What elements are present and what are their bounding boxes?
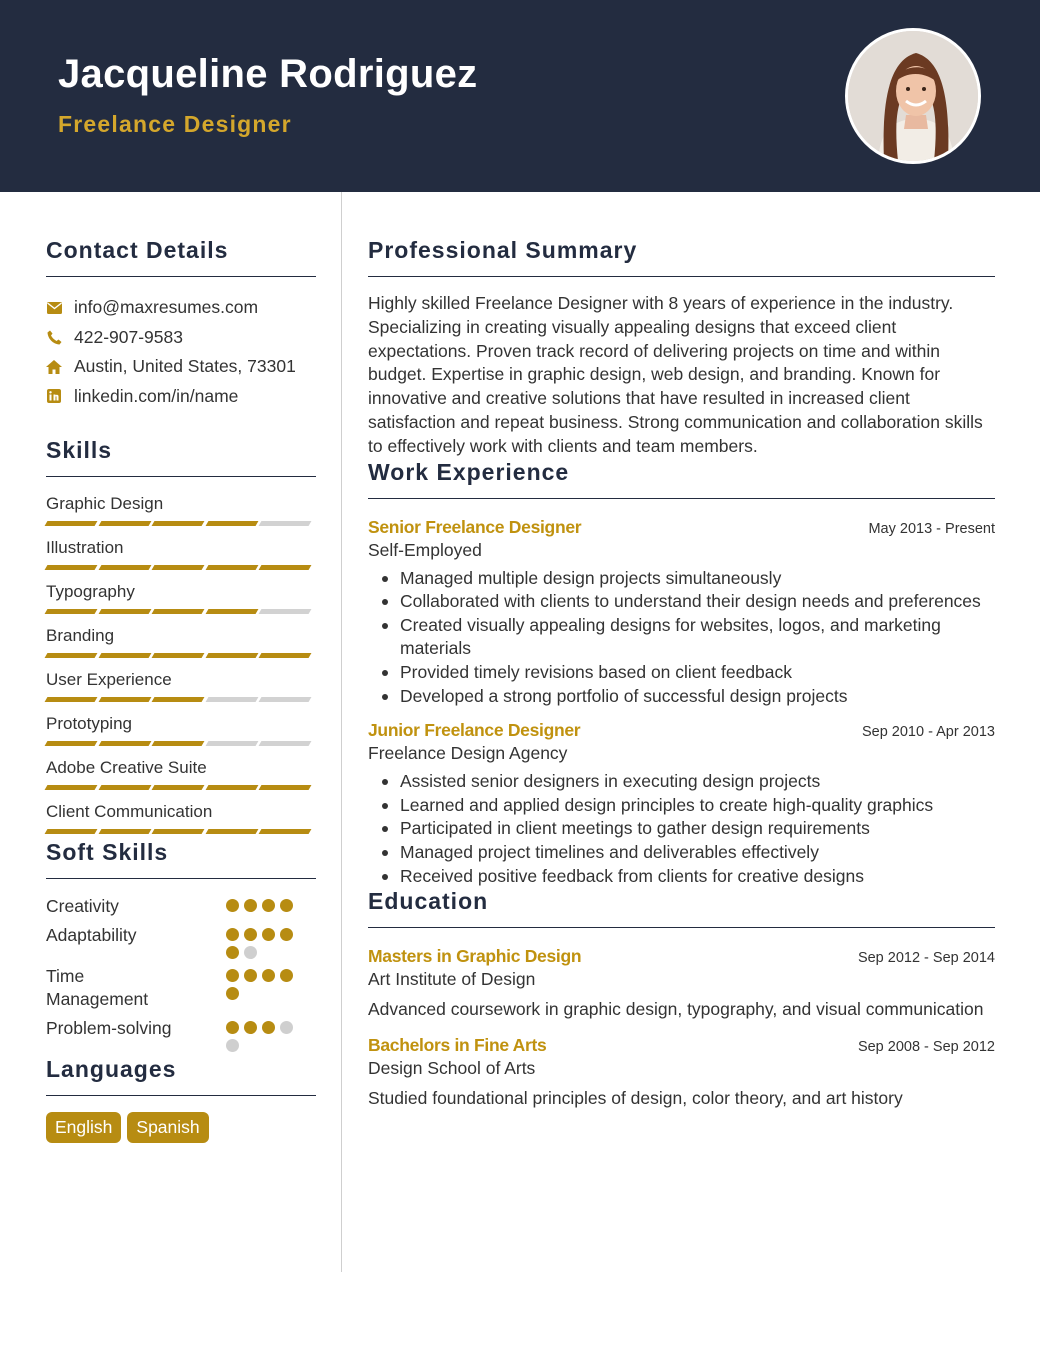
contact-linkedin[interactable]	[46, 382, 316, 412]
portrait-illustration	[848, 31, 981, 164]
skill-item	[46, 625, 316, 658]
column-divider	[341, 192, 342, 1272]
rating-dot-filled	[244, 899, 257, 912]
skill-rating-bar	[46, 741, 316, 746]
skill-label: Graphic Design	[46, 494, 164, 513]
contact-section	[46, 237, 316, 411]
soft-skill-rating-dots	[226, 895, 306, 912]
rating-segment-filled	[98, 741, 150, 746]
rating-segment-filled	[205, 609, 257, 614]
contact-list	[46, 293, 316, 411]
rating-dot-empty	[244, 946, 257, 959]
soft-skill-item	[46, 924, 316, 959]
skill-item	[46, 669, 316, 702]
list-item: Managed multiple design projects simultaneously	[368, 567, 995, 591]
soft-skill-item	[46, 895, 316, 918]
skill-item	[46, 581, 316, 614]
soft-skills-heading: Soft Skills	[46, 839, 316, 879]
rating-dot-filled	[262, 1021, 275, 1034]
skill-label: Typography	[46, 582, 135, 601]
contact-phone[interactable]	[46, 323, 316, 353]
rating-dot-filled	[226, 969, 239, 982]
rating-segment-filled	[259, 653, 311, 658]
profile-photo	[845, 28, 981, 164]
rating-dot-filled	[226, 928, 239, 941]
skill-rating-bar	[46, 521, 316, 526]
education-description: Studied foundational principles of design, color theory, and art history	[368, 1088, 903, 1109]
soft-skill-label: Creativity	[46, 896, 119, 916]
rating-segment-filled	[259, 785, 311, 790]
skill-rating-bar	[46, 785, 316, 790]
rating-segment-filled	[98, 785, 150, 790]
contact-phone-text: 422-907-9583	[74, 326, 183, 347]
rating-dot-empty	[280, 1021, 293, 1034]
rating-dot-filled	[226, 987, 239, 1000]
rating-segment-filled	[152, 785, 204, 790]
soft-skill-label: Problem-solving	[46, 1018, 172, 1038]
education-dates: Sep 2008 - Sep 2012	[857, 1039, 995, 1056]
soft-skill-rating-dots	[226, 924, 306, 959]
soft-skill-rating-dots	[226, 1017, 306, 1052]
right-column	[368, 192, 995, 1110]
rating-dot-filled	[262, 899, 275, 912]
experience-heading: Work Experience	[368, 459, 995, 499]
skill-item	[46, 801, 316, 834]
soft-skills-list	[46, 895, 316, 1052]
job-company: Freelance Design Agency	[368, 743, 568, 764]
rating-dot-filled	[226, 1021, 239, 1034]
rating-dot-filled	[280, 928, 293, 941]
contact-heading: Contact Details	[46, 237, 316, 277]
contact-address-text: Austin, United States, 73301	[74, 356, 296, 377]
rating-segment-filled	[45, 565, 97, 570]
left-column	[46, 192, 316, 1143]
rating-segment-filled	[259, 829, 311, 834]
rating-segment-empty	[259, 741, 311, 746]
rating-segment-empty	[205, 741, 257, 746]
skill-rating-bar	[46, 829, 316, 834]
rating-segment-filled	[152, 609, 204, 614]
skill-label: Illustration	[46, 538, 124, 557]
rating-segment-filled	[98, 653, 150, 658]
school-name: Design School of Arts	[368, 1058, 536, 1079]
skill-rating-bar	[46, 697, 316, 702]
skill-rating-bar	[46, 609, 316, 614]
education-entry	[368, 946, 995, 1021]
soft-skill-item	[46, 1017, 316, 1052]
summary-section	[368, 237, 995, 459]
rating-segment-filled	[205, 565, 257, 570]
rating-dot-filled	[280, 969, 293, 982]
rating-segment-filled	[152, 653, 204, 658]
rating-dot-filled	[226, 899, 239, 912]
rating-dot-filled	[262, 969, 275, 982]
rating-segment-filled	[205, 785, 257, 790]
skill-item	[46, 537, 316, 570]
education-dates: Sep 2012 - Sep 2014	[857, 950, 995, 967]
skill-item	[46, 757, 316, 790]
skills-list	[46, 493, 316, 834]
rating-segment-filled	[98, 829, 150, 834]
language-badge: English	[46, 1112, 121, 1143]
list-item: Assisted senior designers in executing design projects	[368, 770, 995, 794]
rating-segment-empty	[259, 521, 311, 526]
home-icon	[46, 359, 62, 375]
soft-skills-section	[46, 839, 316, 1052]
candidate-name: Jacqueline Rodriguez	[58, 52, 478, 96]
skills-section	[46, 437, 316, 834]
rating-segment-empty	[205, 697, 257, 702]
job-entry	[368, 517, 995, 709]
list-item: Created visually appealing designs for websites, logos, and marketing materials	[368, 614, 995, 661]
job-dates: May 2013 - Present	[868, 520, 995, 537]
rating-segment-filled	[152, 565, 204, 570]
rating-segment-filled	[152, 521, 204, 526]
soft-skill-item	[46, 965, 316, 1011]
list-item: Managed project timelines and deliverables effectively	[368, 841, 995, 865]
rating-dot-filled	[244, 928, 257, 941]
soft-skill-label: Time Management	[46, 966, 149, 1009]
degree-title: Bachelors in Fine Arts	[368, 1035, 547, 1056]
rating-segment-filled	[259, 565, 311, 570]
contact-email[interactable]	[46, 293, 316, 323]
list-item: Developed a strong portfolio of successful design projects	[368, 685, 995, 709]
rating-segment-filled	[45, 521, 97, 526]
skill-item	[46, 493, 316, 526]
list-item: Collaborated with clients to understand their design needs and preferences	[368, 590, 995, 614]
job-title: Junior Freelance Designer	[368, 720, 581, 741]
experience-section	[368, 459, 995, 889]
job-title: Senior Freelance Designer	[368, 516, 582, 537]
rating-segment-filled	[152, 697, 204, 702]
rating-segment-filled	[45, 653, 97, 658]
linkedin-icon	[46, 388, 62, 404]
list-item: Provided timely revisions based on client feedback	[368, 661, 995, 685]
education-entry	[368, 1035, 995, 1110]
contact-email-text: info@maxresumes.com	[74, 297, 259, 318]
rating-segment-filled	[45, 609, 97, 614]
rating-segment-empty	[259, 609, 311, 614]
rating-segment-filled	[205, 653, 257, 658]
envelope-icon	[46, 300, 62, 316]
degree-title: Masters in Graphic Design	[368, 946, 582, 967]
rating-segment-filled	[205, 521, 257, 526]
contact-linkedin-text: linkedin.com/in/name	[74, 385, 239, 406]
summary-heading: Professional Summary	[368, 237, 995, 277]
rating-segment-filled	[45, 741, 97, 746]
rating-segment-filled	[98, 609, 150, 614]
languages-heading: Languages	[46, 1056, 316, 1096]
phone-icon	[46, 329, 62, 345]
soft-skill-rating-dots	[226, 965, 306, 1000]
skill-rating-bar	[46, 653, 316, 658]
rating-dot-filled	[244, 1021, 257, 1034]
list-item: Learned and applied design principles to create high-quality graphics	[368, 794, 995, 818]
soft-skill-label: Adaptability	[46, 925, 137, 945]
rating-segment-filled	[205, 829, 257, 834]
rating-dot-filled	[226, 946, 239, 959]
rating-segment-filled	[45, 785, 97, 790]
rating-segment-filled	[45, 697, 97, 702]
list-item: Received positive feedback from clients for creative designs	[368, 865, 995, 889]
skills-heading: Skills	[46, 437, 316, 477]
education-heading: Education	[368, 888, 995, 928]
candidate-title: Freelance Designer	[58, 111, 292, 137]
job-bullets	[368, 770, 995, 888]
rating-dot-filled	[262, 928, 275, 941]
skill-label: Adobe Creative Suite	[46, 758, 207, 777]
skill-label: Branding	[46, 626, 115, 645]
resume-header	[0, 0, 1040, 192]
education-description: Advanced coursework in graphic design, typography, and visual communication	[368, 999, 984, 1020]
summary-text: Highly skilled Freelance Designer with 8 years of experience in the industry. Specializing in creating visually appealing designs that exceed client expectations. Proven track record of delivering projects on time and within budget. Expertise in graphic design, web design, and branding. Known for innovative and creative solutions that have resulted in increased client satisfaction and repeat business. Strong communication and collaboration skills to effectively work with clients and team members.	[368, 293, 983, 456]
rating-segment-empty	[259, 697, 311, 702]
skill-rating-bar	[46, 565, 316, 570]
skill-label: Prototyping	[46, 714, 132, 733]
language-badge: Spanish	[127, 1112, 208, 1143]
rating-segment-filled	[98, 521, 150, 526]
job-dates: Sep 2010 - Apr 2013	[861, 724, 995, 741]
rating-segment-filled	[98, 565, 150, 570]
rating-segment-filled	[152, 741, 204, 746]
rating-segment-filled	[98, 697, 150, 702]
job-bullets	[368, 567, 995, 709]
rating-segment-filled	[45, 829, 97, 834]
rating-dot-filled	[244, 969, 257, 982]
rating-segment-filled	[152, 829, 204, 834]
skill-item	[46, 713, 316, 746]
contact-address	[46, 352, 316, 382]
job-entry	[368, 720, 995, 888]
education-section	[368, 888, 995, 1110]
languages-section	[46, 1056, 316, 1143]
skill-label: User Experience	[46, 670, 172, 689]
list-item: Participated in client meetings to gather design requirements	[368, 817, 995, 841]
languages-list	[46, 1112, 316, 1143]
school-name: Art Institute of Design	[368, 969, 536, 990]
skill-label: Client Communication	[46, 802, 213, 821]
job-company: Self-Employed	[368, 539, 482, 560]
rating-dot-filled	[280, 899, 293, 912]
rating-dot-empty	[226, 1039, 239, 1052]
